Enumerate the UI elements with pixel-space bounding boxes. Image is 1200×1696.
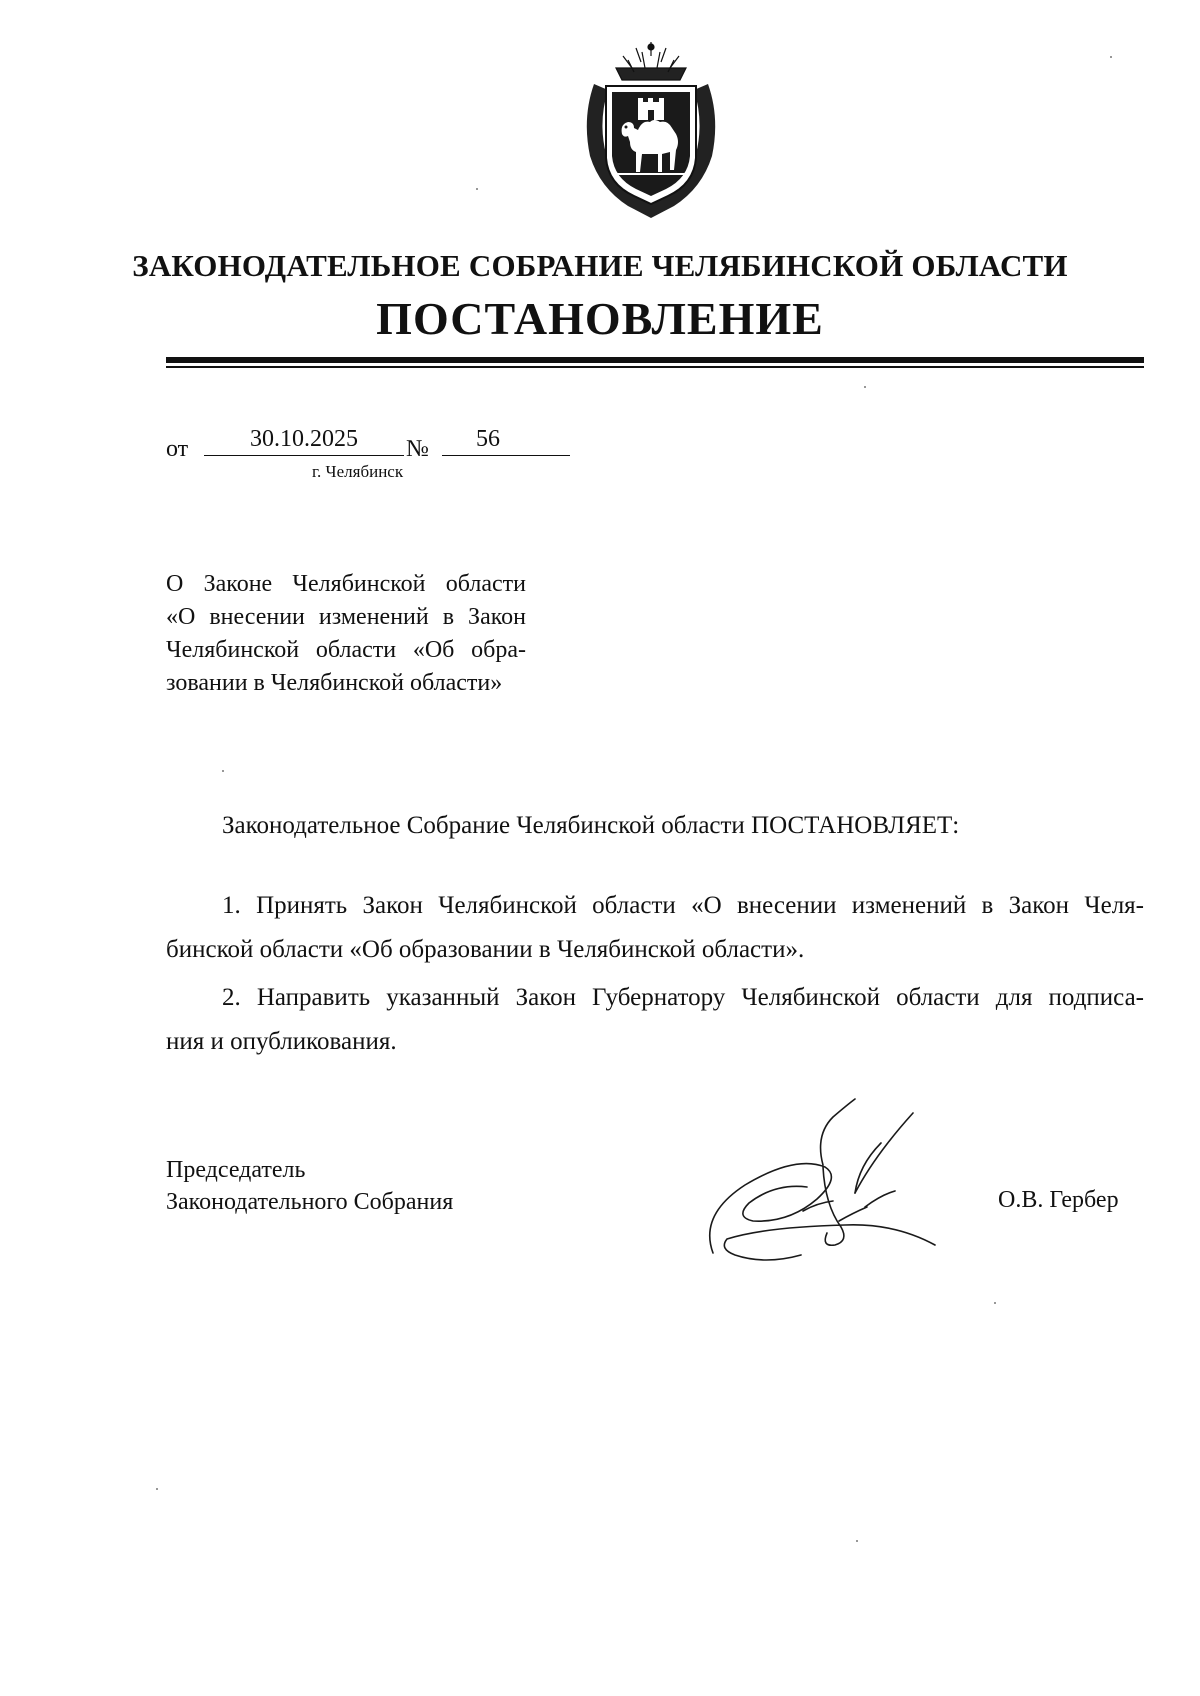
subject-line: зовании в Челябинской области» — [166, 670, 503, 696]
scan-artifact — [156, 1488, 158, 1490]
coat-of-arms-icon — [576, 38, 726, 224]
scan-artifact — [864, 386, 866, 388]
resolution-item — [166, 884, 1144, 972]
scan-artifact — [476, 188, 478, 190]
subject-line: «О внесении изменений в Закон — [166, 604, 526, 630]
signer-position-line: Председатель — [166, 1157, 306, 1183]
header-divider-thick — [166, 357, 1144, 363]
organization-title: ЗАКОНОДАТЕЛЬНОЕ СОБРАНИЕ ЧЕЛЯБИНСКОЙ ОБЛАСТИ — [132, 248, 1068, 283]
number-label: № — [406, 436, 429, 462]
item-text-line: 1. Принять Закон Челябинской области «О внесении изменений в Закон Челя- — [222, 892, 1144, 919]
handwritten-signature — [705, 1095, 965, 1275]
scan-artifact — [994, 1302, 996, 1304]
header-divider-thin — [166, 366, 1144, 368]
document-type-heading: ПОСТАНОВЛЕНИЕ — [376, 293, 824, 344]
document-city: г. Челябинск — [312, 462, 404, 481]
signer-name: О.В. Гербер — [998, 1187, 1119, 1213]
scan-artifact — [1110, 56, 1112, 58]
date-prefix: от — [166, 436, 189, 462]
document-subject — [166, 568, 526, 700]
signer-position-line: Законодательного Собрания — [166, 1189, 454, 1215]
scan-artifact — [856, 1540, 858, 1542]
item-text-line: ния и опубликования. — [166, 1028, 397, 1055]
item-text-line: 2. Направить указанный Закон Губернатору Челябинской области для подписа- — [222, 984, 1144, 1011]
resolution-intro: Законодательное Собрание Челябинской области ПОСТАНОВЛЯЕТ: — [222, 812, 960, 839]
document-number: 56 — [442, 426, 570, 456]
scan-artifact — [222, 770, 224, 772]
resolution-item — [166, 976, 1144, 1064]
signer-position — [166, 1154, 453, 1218]
subject-line: О Законе Челябинской области — [166, 571, 526, 597]
subject-line: Челябинской области «Об обра- — [166, 637, 526, 663]
document-date: 30.10.2025 — [204, 426, 404, 456]
item-text-line: бинской области «Об образовании в Челябинской области». — [166, 936, 805, 963]
